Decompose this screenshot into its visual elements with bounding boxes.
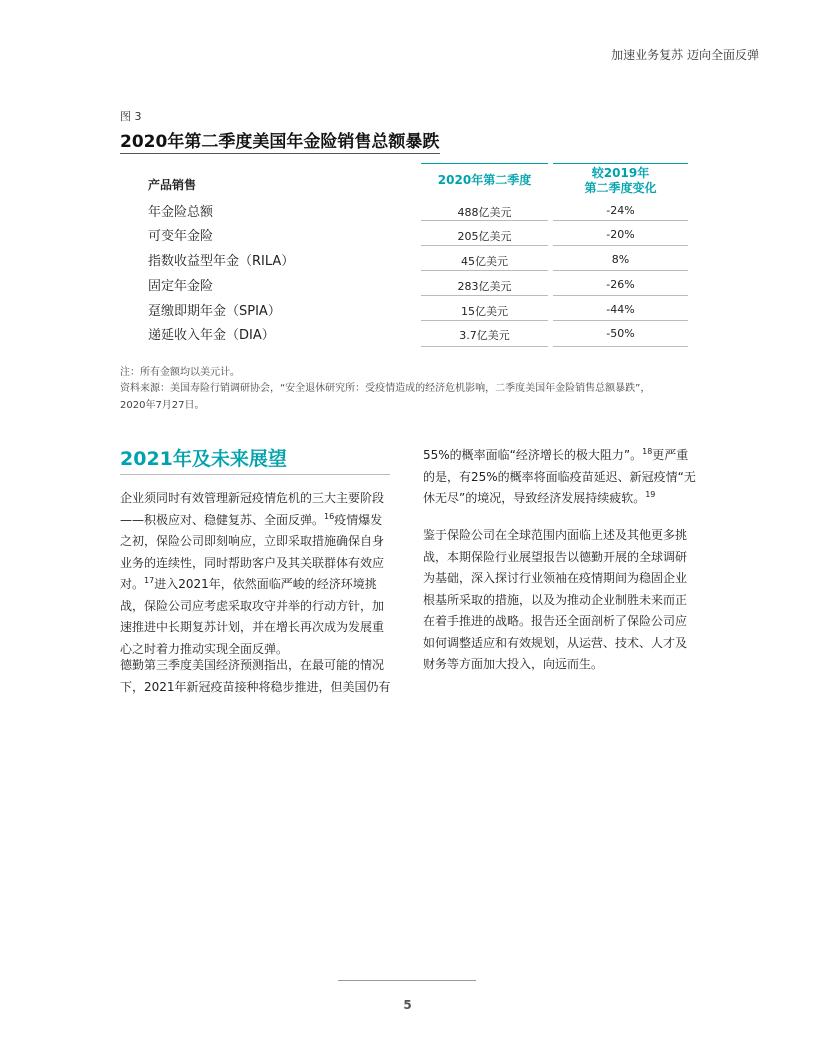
col-header-change-line1: 较2019年 [591,166,650,180]
section-title: 2021年及未来展望 [120,448,287,470]
figure-source-line1: 资料来源：美国寿险行销调研协会，“安全退休研究所：受疫情造成的经济危机影响，二季度美国年金险销售总额暴跌”， [120,383,651,394]
col-header-change [553,166,688,196]
right-para1-text-a: 55%的概率面临“经济增长的极大阻力”。 [423,448,643,462]
row-divider [421,295,548,296]
figure-label: 图 3 [120,110,142,123]
footnote-ref-17[interactable]: 17 [144,576,155,585]
running-header: 加速业务复苏 迈向全面反弹 [611,48,759,62]
figure-title: 2020年第二季度美国年金险销售总额暴跌 [120,132,440,152]
row-divider [553,220,688,221]
section-title-rule [120,474,390,475]
row-change: -24% [606,204,635,217]
right-paragraph-2: 鉴于保险公司在全球范围内面临上述及其他更多挑战，本期保险行业展望报告以德勤开展的全球调研为基础，深入探讨行业领袖在疫情期间为稳固企业根基所采取的措施，以及为推动企业制胜未来而正在着手推进的战略。报告还全面剖析了保险公司应如何调整适应和有效规划，从运营、技术、人才及财务等方面加大投入，向远而生。 [423,528,688,671]
row-change: 8% [611,253,630,266]
row-change: -20% [606,228,635,241]
header-teal-line-sales [421,163,548,164]
figure-title-rule [120,153,440,154]
col-header-sales: 2020年第二季度 [437,173,532,187]
figure-note: 注：所有金额均以美元计。 [120,367,240,378]
row-divider [553,320,688,321]
row-divider [421,320,548,321]
left-para1-text-b: 疫情爆发之初，保险公司即刻响应，立即采取措施确保自身业务的连续性，同时帮助客户及其关联群体有效应对。 [120,512,385,591]
row-product: 固定年金险 [148,279,214,294]
row-product: 递延收入年金（DIA） [148,328,275,343]
row-sales: 15亿美元 [461,305,508,318]
footnote-ref-18[interactable]: 18 [642,447,653,456]
left-paragraph-1 [120,488,392,660]
row-sales: 205亿美元 [457,230,512,243]
right-paragraph-1 [423,445,698,510]
row-divider [421,245,548,246]
row-sales: 283亿美元 [457,280,512,293]
row-product: 可变年金险 [148,229,214,244]
row-divider [553,346,688,347]
row-change: -44% [606,303,635,316]
footnote-ref-19[interactable]: 19 [645,490,656,499]
row-product: 指数收益型年金（RILA） [148,254,295,269]
row-divider [553,270,688,271]
left-para1-text-c: 进入2021年，依然面临严峻的经济环境挑战，保险公司应考虑采取攻守并举的行动方针，加速推进中长期复苏计划，并在增长再次成为发展重心之时着力推动实现全面反弹。 [120,577,385,656]
row-sales: 3.7亿美元 [459,329,510,342]
footnote-ref-16[interactable]: 16 [324,511,335,521]
right-para1-text-b: 更严重的是，有25%的概率将面临疫苗延迟、新冠疫情“无休无尽”的境况，导致经济发展持续疲软。 [423,448,696,505]
col-header-product: 产品销售 [148,178,197,192]
row-product: 趸缴即期年金（SPIA） [148,304,281,319]
figure-source-line2: 2020年7月27日。 [120,400,205,411]
col-header-change-line2: 第二季度变化 [584,181,657,195]
header-teal-line-change [553,163,688,164]
row-divider [421,220,548,221]
row-divider [553,245,688,246]
row-divider [421,346,548,347]
footer-rule [338,980,476,981]
left-para1-text-a: 企业须同时有效管理新冠疫情危机的三大主要阶段——积极应对、稳健复苏、全面反弹。 [120,491,385,527]
row-divider [553,295,688,296]
left-paragraph-2: 德勤第三季度美国经济预测指出，在最可能的情况下，2021年新冠疫苗接种将稳步推进，但美国仍有 [120,658,391,694]
row-product: 年金险总额 [148,205,214,220]
page-number: 5 [403,998,412,1012]
row-change: -26% [606,278,635,291]
row-change: -50% [606,327,635,340]
row-divider [421,270,548,271]
row-sales: 488亿美元 [457,206,512,219]
row-sales: 45亿美元 [461,255,508,268]
